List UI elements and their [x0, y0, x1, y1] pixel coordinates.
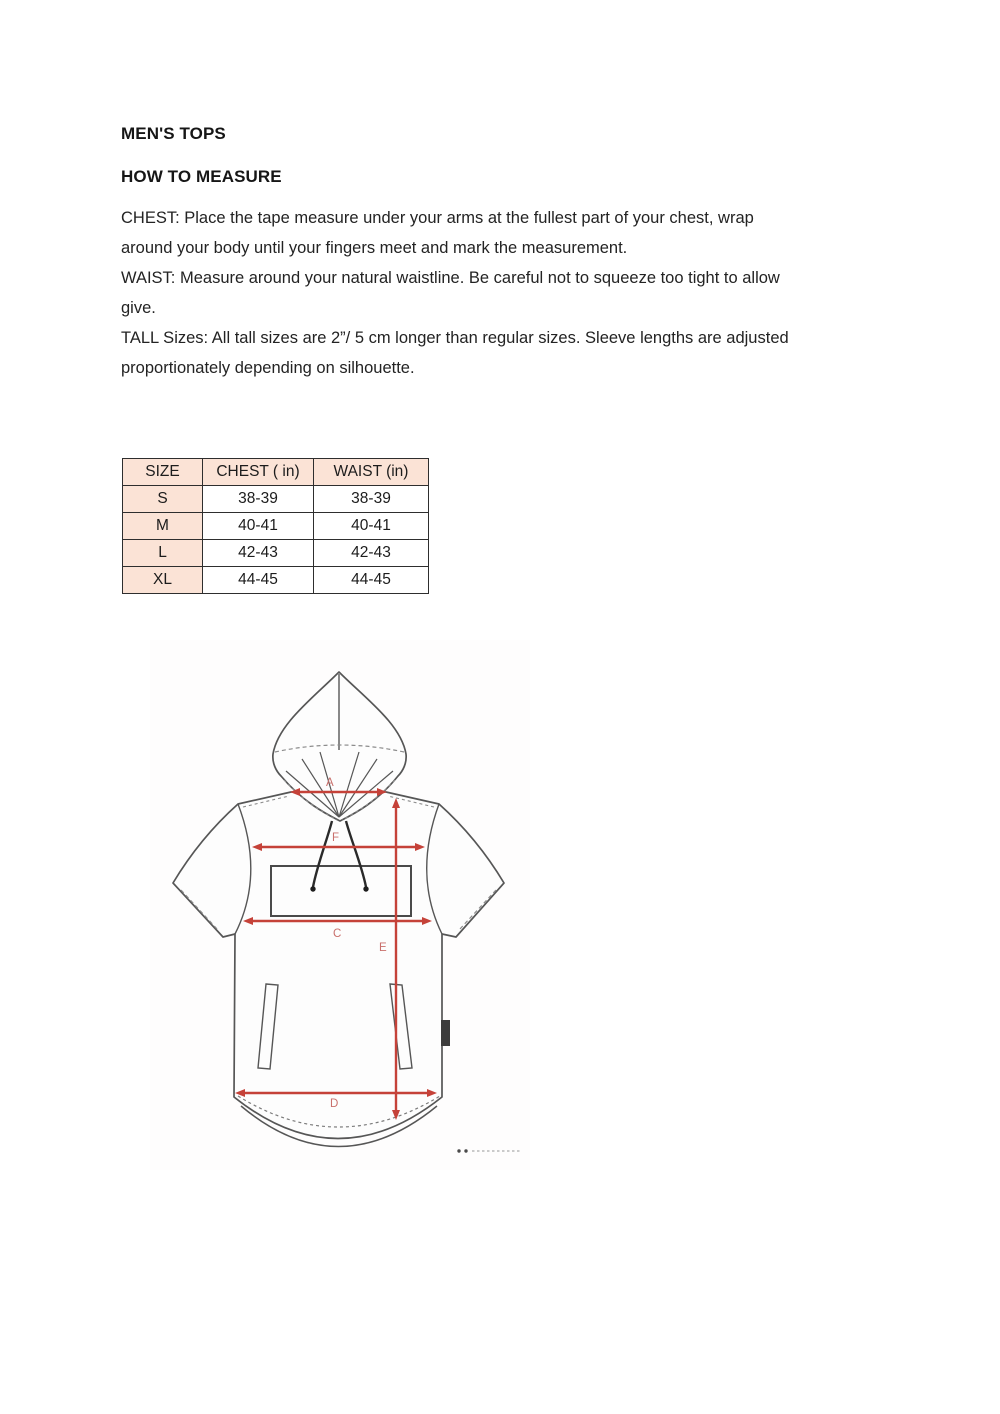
waist-cell: 42-43 — [314, 540, 429, 567]
paragraph-tall-line-2: proportionately depending on silhouette. — [121, 359, 415, 377]
size-cell: L — [123, 540, 203, 567]
table-row-s — [123, 486, 429, 513]
header-size: SIZE — [123, 459, 203, 486]
waist-cell: 40-41 — [314, 513, 429, 540]
hoodie-measurement-diagram — [150, 640, 530, 1170]
chest-cell: 44-45 — [203, 567, 314, 594]
page-title: MEN'S TOPS — [121, 124, 226, 143]
measure-label-f: F — [332, 832, 340, 844]
paragraph-waist — [121, 263, 893, 323]
section-heading: HOW TO MEASURE — [121, 167, 282, 186]
size-cell: M — [123, 513, 203, 540]
size-chart-table — [122, 458, 429, 594]
table-row-m — [123, 513, 429, 540]
side-tag — [441, 1020, 450, 1046]
waist-cell: 44-45 — [314, 567, 429, 594]
header-chest: CHEST ( in) — [203, 459, 314, 486]
paragraph-tall-sizes — [121, 323, 893, 383]
measure-label-e: E — [379, 942, 387, 954]
chest-cell: 42-43 — [203, 540, 314, 567]
size-cell: XL — [123, 567, 203, 594]
document-content — [121, 124, 893, 383]
table-row-xl — [123, 567, 429, 594]
paragraph-waist-line-1: WAIST: Measure around your natural waistline. Be careful not to squeeze too tight to allow — [121, 269, 780, 287]
paragraph-waist-line-2: give. — [121, 299, 156, 317]
size-chart-header-row — [123, 459, 429, 486]
chest-cell: 40-41 — [203, 513, 314, 540]
paragraph-chest — [121, 203, 893, 263]
paragraph-chest-line-1: CHEST: Place the tape measure under your arms at the fullest part of your chest, wrap — [121, 209, 754, 227]
measure-label-a: A — [326, 777, 334, 789]
measure-label-d: D — [330, 1098, 339, 1110]
header-waist: WAIST (in) — [314, 459, 429, 486]
size-cell: S — [123, 486, 203, 513]
paragraph-tall-line-1: TALL Sizes: All tall sizes are 2”/ 5 cm longer than regular sizes. Sleeve lengths are adjusted — [121, 329, 789, 347]
chest-cell: 38-39 — [203, 486, 314, 513]
watermark-dots — [457, 1149, 522, 1152]
measure-label-c: C — [333, 928, 342, 940]
waist-cell: 38-39 — [314, 486, 429, 513]
paragraph-chest-line-2: around your body until your fingers meet and mark the measurement. — [121, 239, 628, 257]
table-row-l — [123, 540, 429, 567]
